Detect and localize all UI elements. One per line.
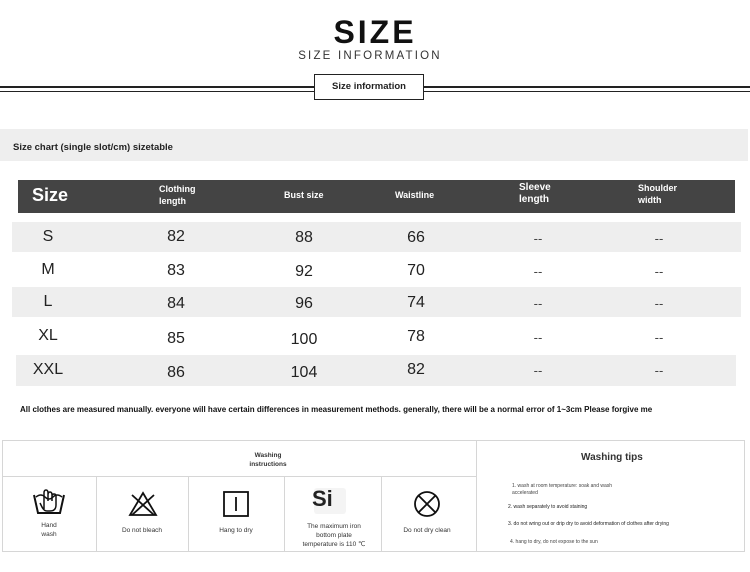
header-shoulder-width	[638, 182, 677, 206]
page-subtitle: SIZE INFORMATION	[298, 50, 442, 62]
header-line: Washing	[254, 452, 282, 459]
divider	[476, 440, 477, 552]
header-sleeve-line2: length	[519, 194, 549, 205]
cell-bust: 100	[290, 331, 318, 348]
iron-silk-icon	[310, 488, 348, 516]
cell-clothing-length: 83	[167, 262, 185, 279]
washing-instructions-header	[238, 451, 298, 469]
hand-wash-icon	[32, 487, 66, 517]
cell-sleeve: --	[533, 330, 543, 345]
do-not-dry-clean-icon	[412, 489, 442, 519]
cell-size: XXL	[32, 361, 64, 378]
cell-bust: 96	[295, 295, 313, 312]
do-not-bleach-icon	[128, 491, 158, 517]
header-bust-size: Bust size	[284, 190, 324, 200]
do-not-bleach-label: Do not bleach	[121, 527, 163, 534]
hang-to-dry-label: Hang to dry	[219, 527, 253, 534]
header-shoulder-line1: Shoulder	[638, 183, 678, 193]
cell-clothing-length: 84	[167, 295, 185, 312]
header-sleeve-line1: Sleeve	[519, 182, 551, 193]
washing-tip: 4. hang to dry, do not expose to the sun	[510, 539, 598, 545]
cell-clothing-length: 82	[167, 228, 185, 245]
divider	[284, 476, 285, 552]
header-waistline: Waistline	[395, 190, 435, 200]
header-clothing-line2: length	[159, 196, 186, 206]
divider	[2, 476, 477, 477]
divider	[188, 476, 189, 552]
table-row	[12, 322, 741, 352]
header-shoulder-line2: width	[638, 195, 662, 205]
iron-silk-symbol: Si	[312, 486, 333, 511]
cell-shoulder: --	[654, 296, 664, 311]
washing-tips-header: Washing tips	[581, 452, 643, 463]
cell-shoulder: --	[654, 264, 664, 279]
label-line: temperature is 110 ℃	[302, 541, 366, 548]
label-line: wash	[41, 531, 57, 538]
cell-bust: 92	[295, 263, 313, 280]
header-sleeve-length	[519, 182, 551, 206]
divider	[96, 476, 97, 552]
cell-size: XL	[38, 327, 58, 344]
cell-sleeve: --	[533, 264, 543, 279]
do-not-dry-clean-label: Do not dry clean	[403, 527, 451, 534]
cell-shoulder: --	[654, 330, 664, 345]
label-line: Hand	[41, 522, 57, 529]
table-row	[12, 287, 741, 317]
header-size: Size	[32, 185, 69, 205]
cell-waist: 66	[407, 229, 425, 246]
divider	[381, 476, 382, 552]
cell-clothing-length: 86	[167, 364, 185, 381]
table-row	[12, 256, 741, 286]
table-header	[18, 180, 735, 213]
cell-sleeve: --	[533, 363, 543, 378]
hang-to-dry-icon	[222, 490, 250, 518]
cell-size: L	[43, 293, 53, 310]
cell-waist: 74	[407, 294, 425, 311]
cell-sleeve: --	[533, 231, 543, 246]
cell-shoulder: --	[654, 231, 664, 246]
table-row	[16, 355, 736, 386]
page-title: SIZE	[333, 14, 417, 50]
hand-wash-label	[28, 521, 70, 539]
label-line: The maximum iron	[307, 523, 361, 530]
cell-clothing-length: 85	[167, 330, 185, 347]
washing-tip: 1. wash at room temperature: soak and wash accelerated	[512, 483, 613, 496]
section-label: Size chart (single slot/cm) sizetable	[13, 142, 173, 153]
label-line: bottom plate	[316, 532, 352, 539]
table-row	[12, 222, 741, 252]
cell-shoulder: --	[654, 363, 664, 378]
cell-bust: 104	[290, 364, 318, 381]
cell-waist: 70	[407, 262, 425, 279]
washing-tip: 2. wash separately to avoid staining	[508, 504, 588, 510]
cell-bust: 88	[295, 229, 313, 246]
header-clothing-line1: Clothing	[159, 184, 196, 194]
cell-size: S	[42, 228, 54, 245]
cell-sleeve: --	[533, 296, 543, 311]
measurement-note: All clothes are measured manually. everyone will have certain differences in measurement methods. generally, there will be a normal error of 1~3cm Please forgive me	[20, 405, 653, 414]
header-line: instructions	[249, 461, 287, 468]
header-clothing-length	[159, 183, 196, 207]
cell-waist: 82	[407, 361, 425, 378]
iron-temperature-label	[292, 522, 376, 549]
cell-size: M	[41, 261, 55, 278]
size-information-tag: Size information	[314, 74, 424, 100]
washing-tip: 3. do not wring out or drip dry to avoid deformation of clothes after drying	[508, 521, 669, 527]
cell-waist: 78	[407, 328, 425, 345]
